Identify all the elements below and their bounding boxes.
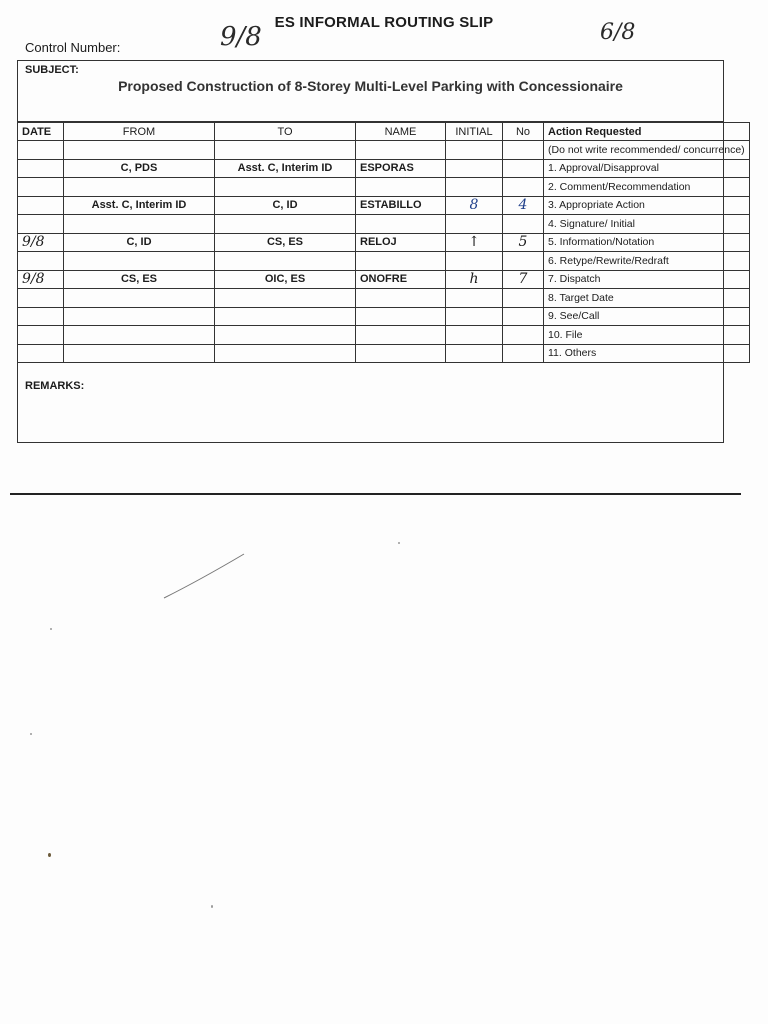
cell-name bbox=[356, 178, 446, 197]
table-row bbox=[18, 178, 750, 197]
cell-name bbox=[356, 344, 446, 363]
date-handwritten: 6/8 bbox=[600, 20, 636, 45]
cell-name: ONOFRE bbox=[356, 270, 446, 289]
header-action-requested: Action Requested bbox=[544, 123, 750, 141]
cell-no: 7 bbox=[503, 270, 544, 289]
cell-date bbox=[18, 178, 64, 197]
cell-from bbox=[64, 344, 215, 363]
table-row bbox=[18, 307, 750, 326]
cell-no bbox=[503, 178, 544, 197]
header-name: NAME bbox=[356, 123, 446, 141]
table-row bbox=[18, 215, 750, 234]
slip-title: ES INFORMAL ROUTING SLIP bbox=[274, 14, 494, 31]
cell-from: CS, ES bbox=[64, 270, 215, 289]
cell-initial: 8 bbox=[446, 196, 503, 215]
cell-date bbox=[18, 307, 64, 326]
cell-no bbox=[503, 252, 544, 271]
cell-action: 7. Dispatch bbox=[544, 270, 750, 289]
cell-no bbox=[503, 159, 544, 178]
table-header-row bbox=[18, 123, 750, 141]
cell-name: RELOJ bbox=[356, 233, 446, 252]
cell-initial bbox=[446, 178, 503, 197]
cell-no bbox=[503, 141, 544, 160]
cell-initial bbox=[446, 307, 503, 326]
cell-from bbox=[64, 141, 215, 160]
cell-initial bbox=[446, 141, 503, 160]
cell-from bbox=[64, 215, 215, 234]
header-to: TO bbox=[215, 123, 356, 141]
cell-date bbox=[18, 215, 64, 234]
cell-to bbox=[215, 307, 356, 326]
subject-label: SUBJECT: bbox=[25, 64, 79, 76]
cell-to bbox=[215, 141, 356, 160]
table-row bbox=[18, 141, 750, 160]
cell-from bbox=[64, 307, 215, 326]
table-row bbox=[18, 233, 750, 252]
cell-name: ESPORAS bbox=[356, 159, 446, 178]
cell-action: 4. Signature/ Initial bbox=[544, 215, 750, 234]
pen-stroke-mark bbox=[160, 550, 250, 605]
cell-to bbox=[215, 289, 356, 308]
cell-initial bbox=[446, 289, 503, 308]
table-row bbox=[18, 159, 750, 178]
cell-from bbox=[64, 289, 215, 308]
cell-from bbox=[64, 178, 215, 197]
cell-date bbox=[18, 196, 64, 215]
header-from: FROM bbox=[64, 123, 215, 141]
scan-speck bbox=[30, 733, 32, 735]
control-number-label: Control Number: bbox=[25, 40, 121, 55]
cell-initial bbox=[446, 252, 503, 271]
routing-table bbox=[17, 122, 750, 363]
cell-to: Asst. C, Interim ID bbox=[215, 159, 356, 178]
cell-action: 8. Target Date bbox=[544, 289, 750, 308]
cell-to: C, ID bbox=[215, 196, 356, 215]
cell-no bbox=[503, 215, 544, 234]
cell-action: 10. File bbox=[544, 326, 750, 345]
cell-initial bbox=[446, 215, 503, 234]
cell-no: 5 bbox=[503, 233, 544, 252]
cell-to bbox=[215, 344, 356, 363]
horizontal-rule bbox=[10, 493, 741, 495]
scan-speck bbox=[50, 628, 52, 630]
subject-text: Proposed Construction of 8-Storey Multi-Level Parking with Concessionaire bbox=[118, 78, 623, 94]
header-date: DATE bbox=[18, 123, 64, 141]
cell-initial bbox=[446, 159, 503, 178]
remarks-label: REMARKS: bbox=[25, 380, 85, 392]
cell-initial bbox=[446, 344, 503, 363]
cell-action: 2. Comment/Recommendation bbox=[544, 178, 750, 197]
cell-to bbox=[215, 178, 356, 197]
cell-no bbox=[503, 326, 544, 345]
table-row bbox=[18, 252, 750, 271]
cell-to bbox=[215, 215, 356, 234]
cell-date bbox=[18, 159, 64, 178]
table-row bbox=[18, 289, 750, 308]
scan-speck bbox=[48, 853, 51, 857]
cell-action: 9. See/Call bbox=[544, 307, 750, 326]
cell-date bbox=[18, 289, 64, 308]
cell-date bbox=[18, 326, 64, 345]
cell-no: 4 bbox=[503, 196, 544, 215]
cell-date bbox=[18, 141, 64, 160]
cell-name bbox=[356, 215, 446, 234]
cell-name bbox=[356, 141, 446, 160]
cell-date: 9/8 bbox=[18, 270, 64, 289]
scan-speck bbox=[211, 905, 213, 908]
cell-date bbox=[18, 344, 64, 363]
cell-no bbox=[503, 344, 544, 363]
table-row bbox=[18, 270, 750, 289]
cell-date: 9/8 bbox=[18, 233, 64, 252]
cell-no bbox=[503, 307, 544, 326]
cell-from bbox=[64, 252, 215, 271]
cell-action: 1. Approval/Disapproval bbox=[544, 159, 750, 178]
cell-action: 11. Others bbox=[544, 344, 750, 363]
cell-name bbox=[356, 289, 446, 308]
cell-to bbox=[215, 252, 356, 271]
cell-name bbox=[356, 326, 446, 345]
header-no: No bbox=[503, 123, 544, 141]
cell-from: C, PDS bbox=[64, 159, 215, 178]
cell-to bbox=[215, 326, 356, 345]
cell-from: Asst. C, Interim ID bbox=[64, 196, 215, 215]
scan-speck bbox=[398, 542, 400, 544]
cell-date bbox=[18, 252, 64, 271]
table-row bbox=[18, 326, 750, 345]
table-row bbox=[18, 196, 750, 215]
cell-initial: ↑ bbox=[446, 233, 503, 252]
cell-name bbox=[356, 252, 446, 271]
cell-to: OIC, ES bbox=[215, 270, 356, 289]
cell-action: (Do not write recommended/ concurrence) bbox=[544, 141, 750, 160]
cell-action: 6. Retype/Rewrite/Redraft bbox=[544, 252, 750, 271]
cell-no bbox=[503, 289, 544, 308]
cell-initial bbox=[446, 326, 503, 345]
header-initial: INITIAL bbox=[446, 123, 503, 141]
cell-action: 5. Information/Notation bbox=[544, 233, 750, 252]
table-row bbox=[18, 344, 750, 363]
cell-name bbox=[356, 307, 446, 326]
control-number-handwritten: 9/8 bbox=[220, 22, 262, 52]
cell-from: C, ID bbox=[64, 233, 215, 252]
cell-from bbox=[64, 326, 215, 345]
cell-name: ESTABILLO bbox=[356, 196, 446, 215]
cell-action: 3. Appropriate Action bbox=[544, 196, 750, 215]
cell-initial: h bbox=[446, 270, 503, 289]
cell-to: CS, ES bbox=[215, 233, 356, 252]
